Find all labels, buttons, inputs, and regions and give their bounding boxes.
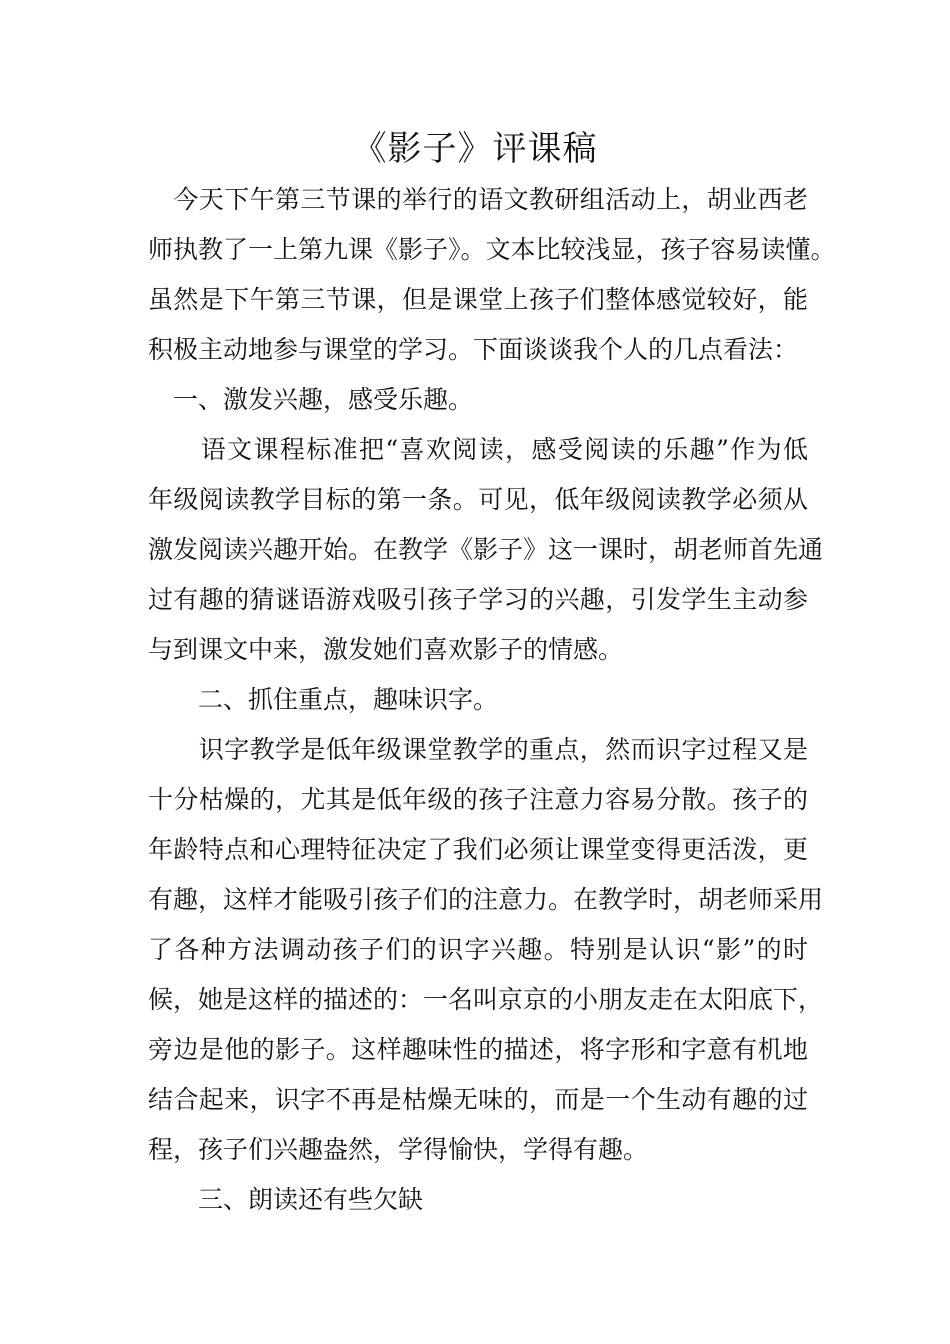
paragraph-line: 年龄特点和心理特征决定了我们必须让课堂变得更活泼，更 [148,835,808,864]
paragraph-line: 十分枯燥的，尤其是低年级的孩子注意力容易分散。孩子的 [148,785,808,814]
paragraph-line: 有趣，这样才能吸引孩子们的注意力。在教学时，胡老师采用 [148,885,824,914]
paragraph-line: 了各种方法调动孩子们的识字兴趣。特别是认识“影”的时 [148,935,808,964]
paragraph-line: 师执教了一上第九课《影子》。文本比较浅显，孩子容易读懂。 [148,235,836,264]
section-heading: 一、激发兴趣，感受乐趣。 [148,385,474,414]
paragraph-line: 结合起来，识字不再是枯燥无味的，而是一个生动有趣的过 [148,1085,808,1114]
paragraph-line: 过有趣的猜谜语游戏吸引孩子学习的兴趣，引发学生主动参 [148,585,808,614]
paragraph-line: 识字教学是低年级课堂教学的重点，然而识字过程又是 [148,735,808,764]
paragraph-line: 旁边是他的影子。这样趣味性的描述，将字形和字意有机地 [148,1035,808,1064]
paragraph-line: 程，孩子们兴趣盎然，学得愉快，学得有趣。 [148,1135,649,1164]
paragraph-line: 候，她是这样的描述的：一名叫京京的小朋友走在太阳底下， [148,985,824,1014]
paragraph-line: 语文课程标准把“喜欢阅读，感受阅读的乐趣”作为低 [148,435,808,464]
paragraph-line: 积极主动地参与课堂的学习。下面谈谈我个人的几点看法： [148,335,799,364]
section-heading: 三、朗读还有些欠缺 [148,1185,424,1214]
paragraph-line: 今天下午第三节课的举行的语文教研组活动上，胡业西老 [148,185,808,214]
paragraph-line: 与到课文中来，激发她们喜欢影子的情感。 [148,635,624,664]
document-title: 《影子》评课稿 [352,129,598,169]
paragraph-line: 激发阅读兴趣开始。在教学《影子》这一课时，胡老师首先通 [148,535,824,564]
section-heading: 二、抓住重点，趣味识字。 [148,685,499,714]
paragraph-line: 虽然是下午第三节课，但是课堂上孩子们整体感觉较好，能 [148,285,808,314]
paragraph-line: 年级阅读教学目标的第一条。可见，低年级阅读教学必须从 [148,485,808,514]
